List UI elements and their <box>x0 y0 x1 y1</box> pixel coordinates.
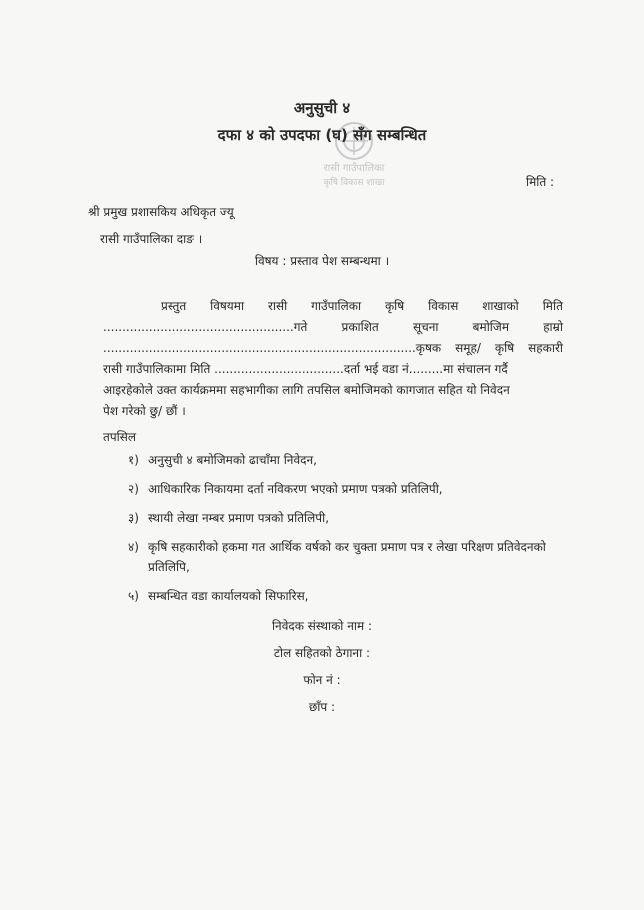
body-line-5: आइरहेकोले उक्त कार्यक्रममा सहभागीका लागि तपसिल बमोजिमको कागजात सहित यो निवेदन <box>103 383 510 397</box>
tapsil-label: तपसिल <box>103 430 137 444</box>
body-line-1 <box>103 296 563 317</box>
stamp-text-1: रासी गाउँपालिका <box>323 163 385 174</box>
word: सूचना <box>412 320 439 334</box>
word: सहकारी <box>528 341 563 355</box>
applicant-details <box>0 617 644 725</box>
word: हाम्रो <box>543 320 563 334</box>
item-number: २) <box>128 482 139 496</box>
seal-label: छाँप : <box>308 700 336 714</box>
list-item <box>128 586 568 606</box>
body-line-4: रासी गाउँपालिकामा मिति ..................................दर्ता भई वडा नं.........मा संचालन गर्दै <box>103 362 508 376</box>
word: विकास <box>428 299 459 313</box>
item-text: अनुसुची ४ बमोजिमको ढाचाँमा निवेदन, <box>148 453 317 467</box>
phone-label: फोन नं : <box>303 673 341 687</box>
item-text: स्थायी लेखा नम्बर प्रमाण पत्रको प्रतिलिपी, <box>148 511 330 525</box>
stamp-text-2: कृषि विकास शाखा <box>323 178 385 188</box>
item-text: सम्बन्धित वडा कार्यालयको सिफारिस, <box>148 589 309 603</box>
subject-line: विषय : प्रस्ताव पेश सम्बन्धमा । <box>254 254 390 268</box>
list-item <box>128 479 568 499</box>
item-number: १) <box>128 453 139 467</box>
address-label: टोल सहितको ठेगाना : <box>273 646 371 660</box>
word: बमोजिम <box>472 320 509 334</box>
word: रासी <box>267 299 288 313</box>
list-item <box>128 537 568 577</box>
document-subtitle: दफा ४ को उपदफा (घ) सँग सम्बन्धित <box>217 126 427 144</box>
body-paragraph <box>103 296 563 422</box>
word: गाउँपालिका <box>311 299 362 313</box>
item-number: ५) <box>128 589 139 603</box>
word: विषयमा <box>210 299 245 313</box>
org-name-label: निवेदक संस्थाको नाम : <box>271 619 373 633</box>
word: ..................................................गते <box>103 320 308 334</box>
document-title: अनुसुची ४ <box>293 99 351 117</box>
body-line-3 <box>103 338 563 359</box>
addressee-line-1: श्री प्रमुख प्रशासकिय अधिकृत ज्यू <box>88 205 234 219</box>
word: शाखाको <box>482 299 519 313</box>
list-item <box>128 450 568 470</box>
word: मिति <box>542 299 563 313</box>
word: प्रकाशित <box>341 320 379 334</box>
word: कृषि <box>384 299 405 313</box>
item-number: ४) <box>128 540 139 554</box>
word: ..................................................................................कृषक <box>103 341 442 355</box>
addressee-line-2: रासी गाउँपालिका दाङ । <box>100 232 203 246</box>
item-number: ३) <box>128 511 139 525</box>
body-line-2 <box>103 317 563 338</box>
list-item <box>128 508 568 528</box>
word: प्रस्तुत <box>161 299 187 313</box>
item-text: कृषि सहकारीको हकमा गत आर्थिक वर्षको कर चुक्ता प्रमाण पत्र र लेखा परिक्षण प्रतिवेदनको प्रतिलिपि, <box>148 540 546 574</box>
item-text: आधिकारिक निकायमा दर्ता नविकरण भएको प्रमाण पत्रको प्रतिलिपी, <box>148 482 443 496</box>
word: समूह/ <box>455 341 481 355</box>
word: कृषि <box>494 341 515 355</box>
date-label: मिति : <box>526 175 555 189</box>
body-line-6: पेश गरेको छु/ छौं । <box>103 404 186 418</box>
attachment-list <box>128 450 568 615</box>
